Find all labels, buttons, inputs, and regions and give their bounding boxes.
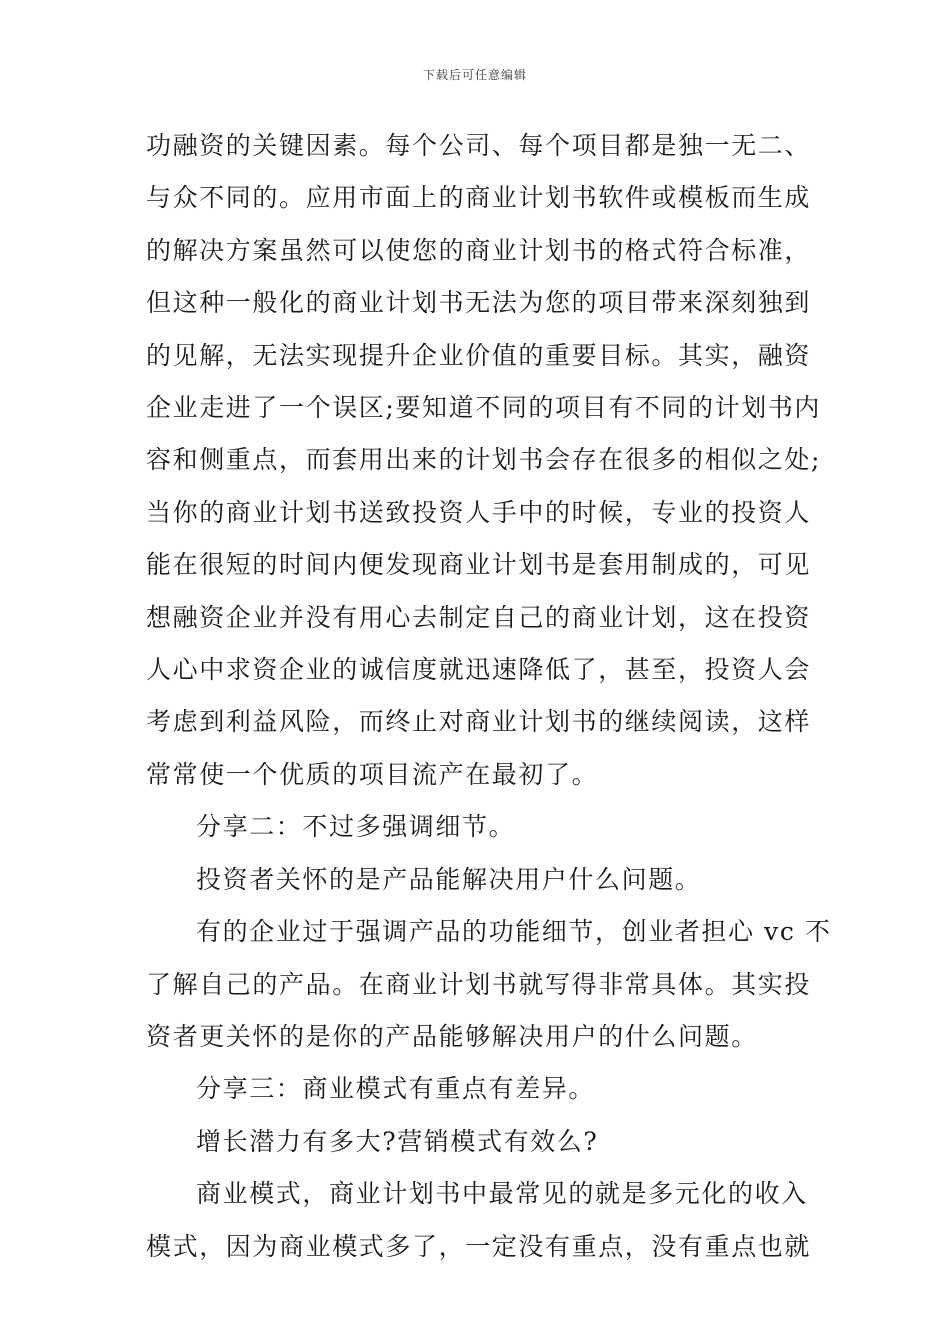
text-line: 的解决方案虽然可以使您的商业计划书的格式符合标准， — [146, 235, 812, 265]
paragraph — [146, 906, 832, 1063]
text-line: 分享二：不过多强调细节。 — [196, 812, 516, 842]
text-line: 分享三：商业模式有重点有差异。 — [196, 1074, 596, 1104]
text-line: 功融资的关键因素。每个公司、每个项目都是独一无二、 — [146, 131, 812, 160]
paragraph — [146, 120, 822, 801]
text-line: 的见解，无法实现提升企业价值的重要目标。其实，融资 — [146, 340, 812, 370]
document-body — [146, 120, 832, 1273]
text-line: 有的企业过于强调产品的功能细节，创业者担心 vc 不 — [196, 917, 832, 947]
paragraph — [146, 1116, 811, 1168]
page-header: 下载后可任意编辑 — [422, 68, 527, 82]
text-line: 常常使一个优质的项目流产在最初了。 — [146, 759, 599, 789]
paragraph — [146, 1168, 811, 1273]
section-heading — [146, 1063, 811, 1115]
text-line: 增长潜力有多大?营销模式有效么? — [196, 1126, 599, 1156]
text-line: 了解自己的产品。在商业计划书就写得非常具体。其实投 — [146, 969, 812, 999]
text-line: 当你的商业计划书送致投资人手中的时候，专业的投资人 — [146, 497, 812, 527]
text-line: 企业走进了一个误区;要知道不同的项目有不同的计划书内 — [146, 393, 822, 423]
text-line: 能在很短的时间内便发现商业计划书是套用制成的，可见 — [146, 550, 812, 580]
text-line: 与众不同的。应用市面上的商业计划书软件或模板而生成 — [146, 183, 812, 213]
text-line: 商业模式，商业计划书中最常见的就是多元化的收入 — [196, 1179, 808, 1209]
text-line: 考虑到利益风险，而终止对商业计划书的继续阅读，这样 — [146, 707, 812, 737]
text-line: 人心中求资企业的诚信度就迅速降低了，甚至，投资人会 — [146, 655, 812, 685]
text-line: 想融资企业并没有用心去制定自己的商业计划，这在投资 — [146, 602, 812, 632]
text-line: 资者更关怀的是你的产品能够解决用户的什么问题。 — [146, 1021, 758, 1051]
section-heading — [146, 801, 811, 853]
text-line: 但这种一般化的商业计划书无法为您的项目带来深刻独到 — [146, 288, 812, 318]
paragraph — [146, 854, 811, 906]
text-line: 容和侧重点，而套用出来的计划书会存在很多的相似之处; — [146, 445, 822, 475]
text-line: 投资者关怀的是产品能解决用户什么问题。 — [196, 864, 702, 894]
text-line: 模式，因为商业模式多了，一定没有重点，没有重点也就 — [146, 1231, 812, 1261]
